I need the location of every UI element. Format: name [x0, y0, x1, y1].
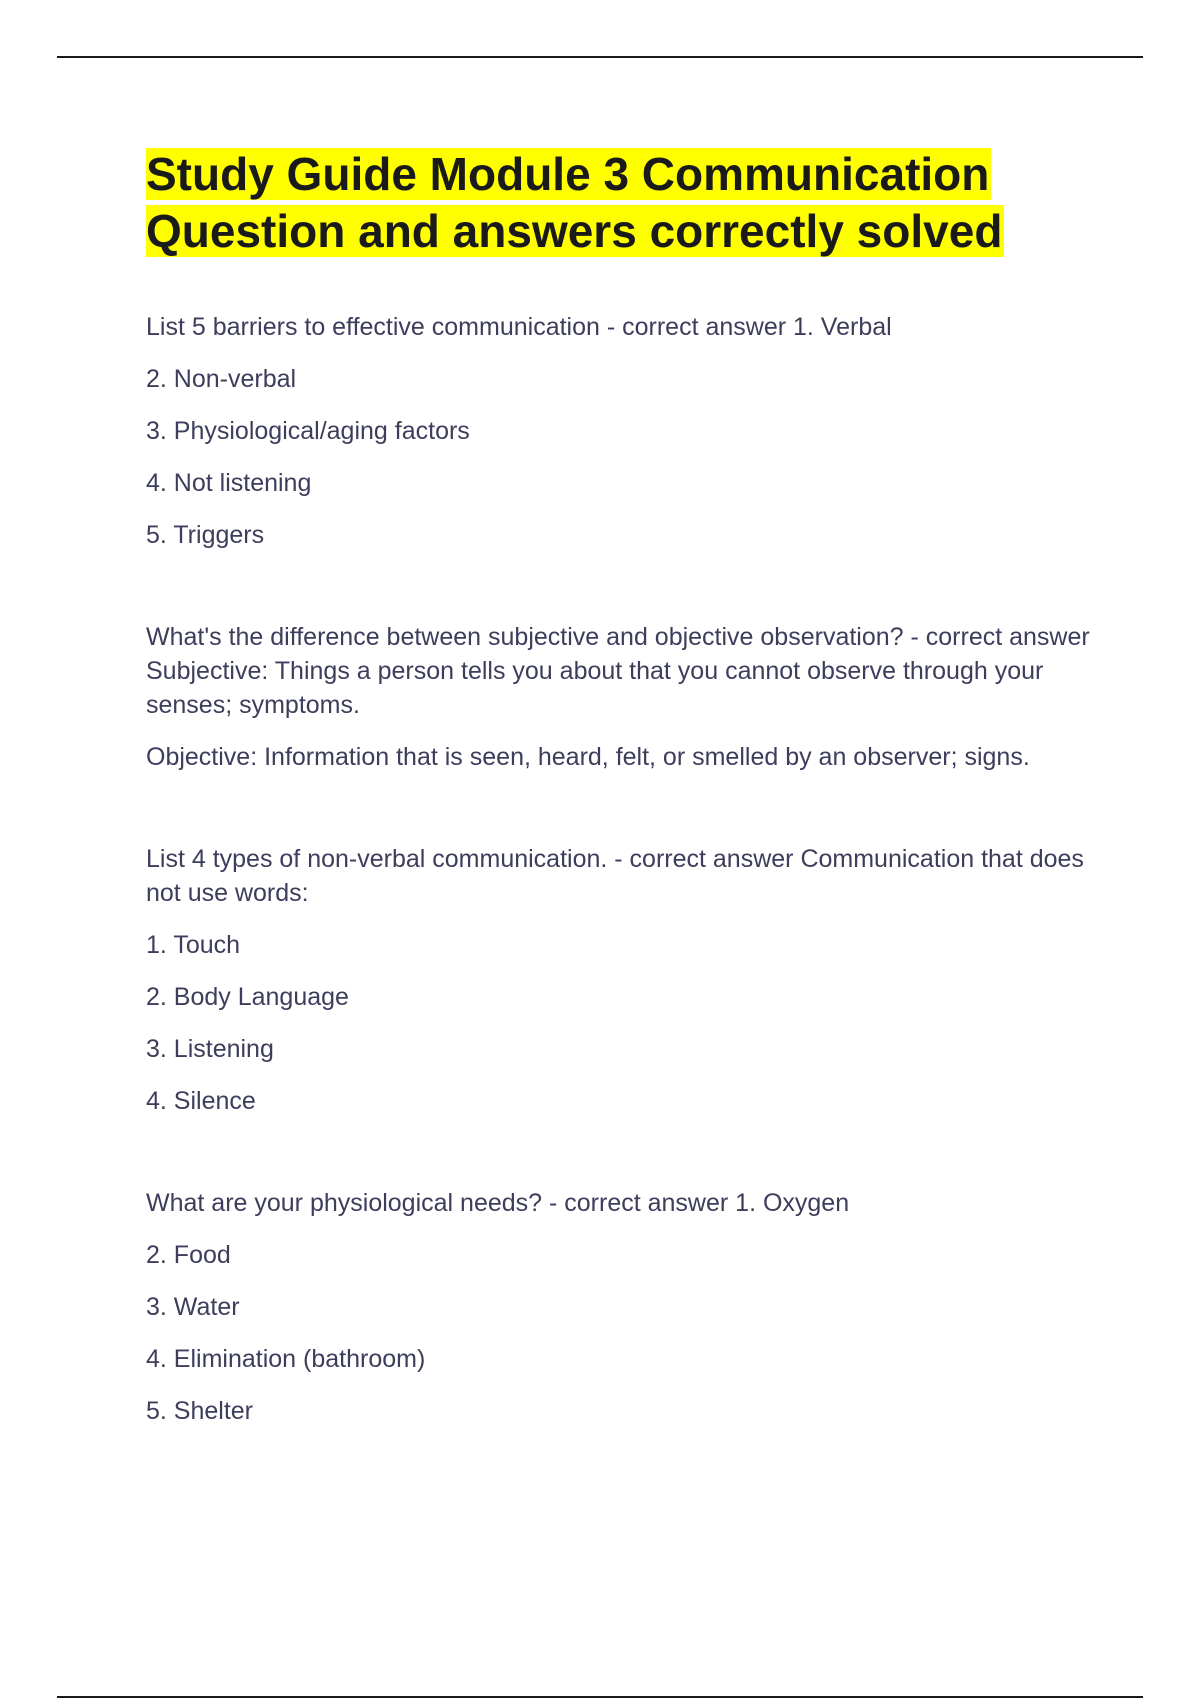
header-rule — [57, 56, 1143, 58]
answer-item: 2. Body Language — [146, 983, 349, 1011]
answer-item: 4. Elimination (bathroom) — [146, 1345, 426, 1373]
answer-item: Objective: Information that is seen, heard, felt, or smelled by an observer; signs. — [146, 743, 1030, 771]
document-title — [146, 146, 1096, 260]
page-content — [146, 146, 1096, 1446]
question-paragraph: List 5 barriers to effective communication - correct answer 1. Verbal — [146, 313, 892, 341]
answer-item: 4. Not listening — [146, 469, 312, 497]
qa-physiological-needs — [146, 1186, 1096, 1428]
qa-observation — [146, 620, 1096, 774]
qa-barriers — [146, 310, 1096, 552]
qa-nonverbal — [146, 842, 1096, 1118]
question-paragraph: List 4 types of non-verbal communication. - correct answer Communication that does not use words: — [146, 845, 1084, 907]
answer-item: 2. Food — [146, 1241, 231, 1269]
answer-item: 1. Touch — [146, 931, 241, 959]
answer-item: 5. Triggers — [146, 521, 265, 549]
title-line: Study Guide Module 3 Communication — [146, 148, 990, 200]
answer-item: 4. Silence — [146, 1087, 256, 1115]
answer-item: 3. Physiological/aging factors — [146, 417, 470, 445]
title-line: Question and answers correctly solved — [146, 205, 1003, 257]
question-paragraph: What are your physiological needs? - correct answer 1. Oxygen — [146, 1189, 850, 1217]
question-paragraph: What's the difference between subjective and objective observation? - correct answer Subjective: Things a person tells you about that you cannot observe through your senses; symptoms. — [146, 623, 1090, 719]
footer-rule — [57, 1696, 1143, 1698]
answer-item: 3. Listening — [146, 1035, 274, 1063]
answer-item: 3. Water — [146, 1293, 240, 1321]
answer-item: 5. Shelter — [146, 1397, 254, 1425]
answer-item: 2. Non-verbal — [146, 365, 297, 393]
